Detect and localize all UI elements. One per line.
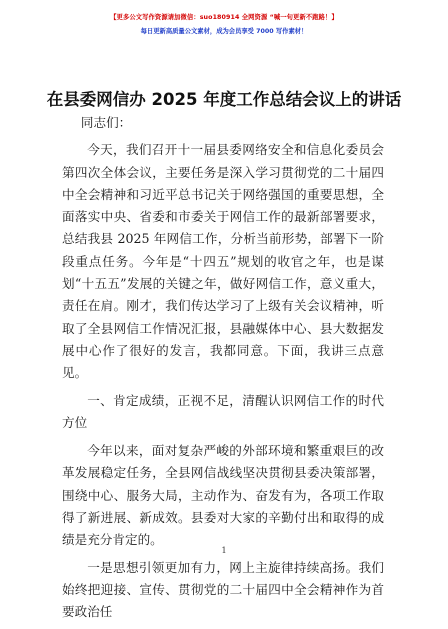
intro-paragraph: 今天，我们召开十一届县委网络安全和信息化委员会第四次全体会议，主要任务是深入学习贯彻党的二十届四中全会精神和习近平总书记关于网络强国的重要思想，全面落实中央、省委和市委关于网信工作的最新部署要求，总结我县 2025 年网信工作，分析当前形势，部署下一阶段重点任务。今年是“十四五”规划的收官之年，也是谋划“十五五”发展的关键之年，做好网信工作，意义重大，责任在肩。刚才，我们传达学习了上级有关会议精神，听取了全县网信工作情况汇报，县融媒体中心、县大数据发展中心作了很好的发言，我都同意。下面，我讲三点意见。: [62, 142, 384, 381]
promo-banner-line-1: 【更多公文写作资源请加微信：suo180914 全网资源 “喊一句更新不跑路！】: [110, 14, 338, 21]
body-paragraph: 今年以来，面对复杂严峻的外部环境和繁重艰巨的改革发展稳定任务，全县网信战线坚决贯彻县委决策部署，围绕中心、服务大局，主动作为、奋发有为，各项工作取得了新进展、新成效。县委对大家的辛勤付出和取得的成绩是充分肯定的。: [62, 443, 384, 548]
section-heading: 一、肯定成绩，正视不足，清醒认识网信工作的时代方位: [62, 392, 384, 430]
body-paragraph: 一是思想引领更加有力，网上主旋律持续高扬。我们始终把迎接、宣传、贯彻党的二十届四中全会精神作为首要政治任: [62, 559, 384, 620]
promo-banner-line-2: 每日更新高质量公文素材，成为会员享受 7000 写作素材！: [140, 28, 308, 35]
document-title: 在县委网信办 2025 年度工作总结会议上的讲话: [46, 90, 402, 109]
page-number: 1: [221, 546, 227, 555]
promo-banner: [0, 4, 448, 35]
salutation: 同志们：: [80, 115, 132, 130]
